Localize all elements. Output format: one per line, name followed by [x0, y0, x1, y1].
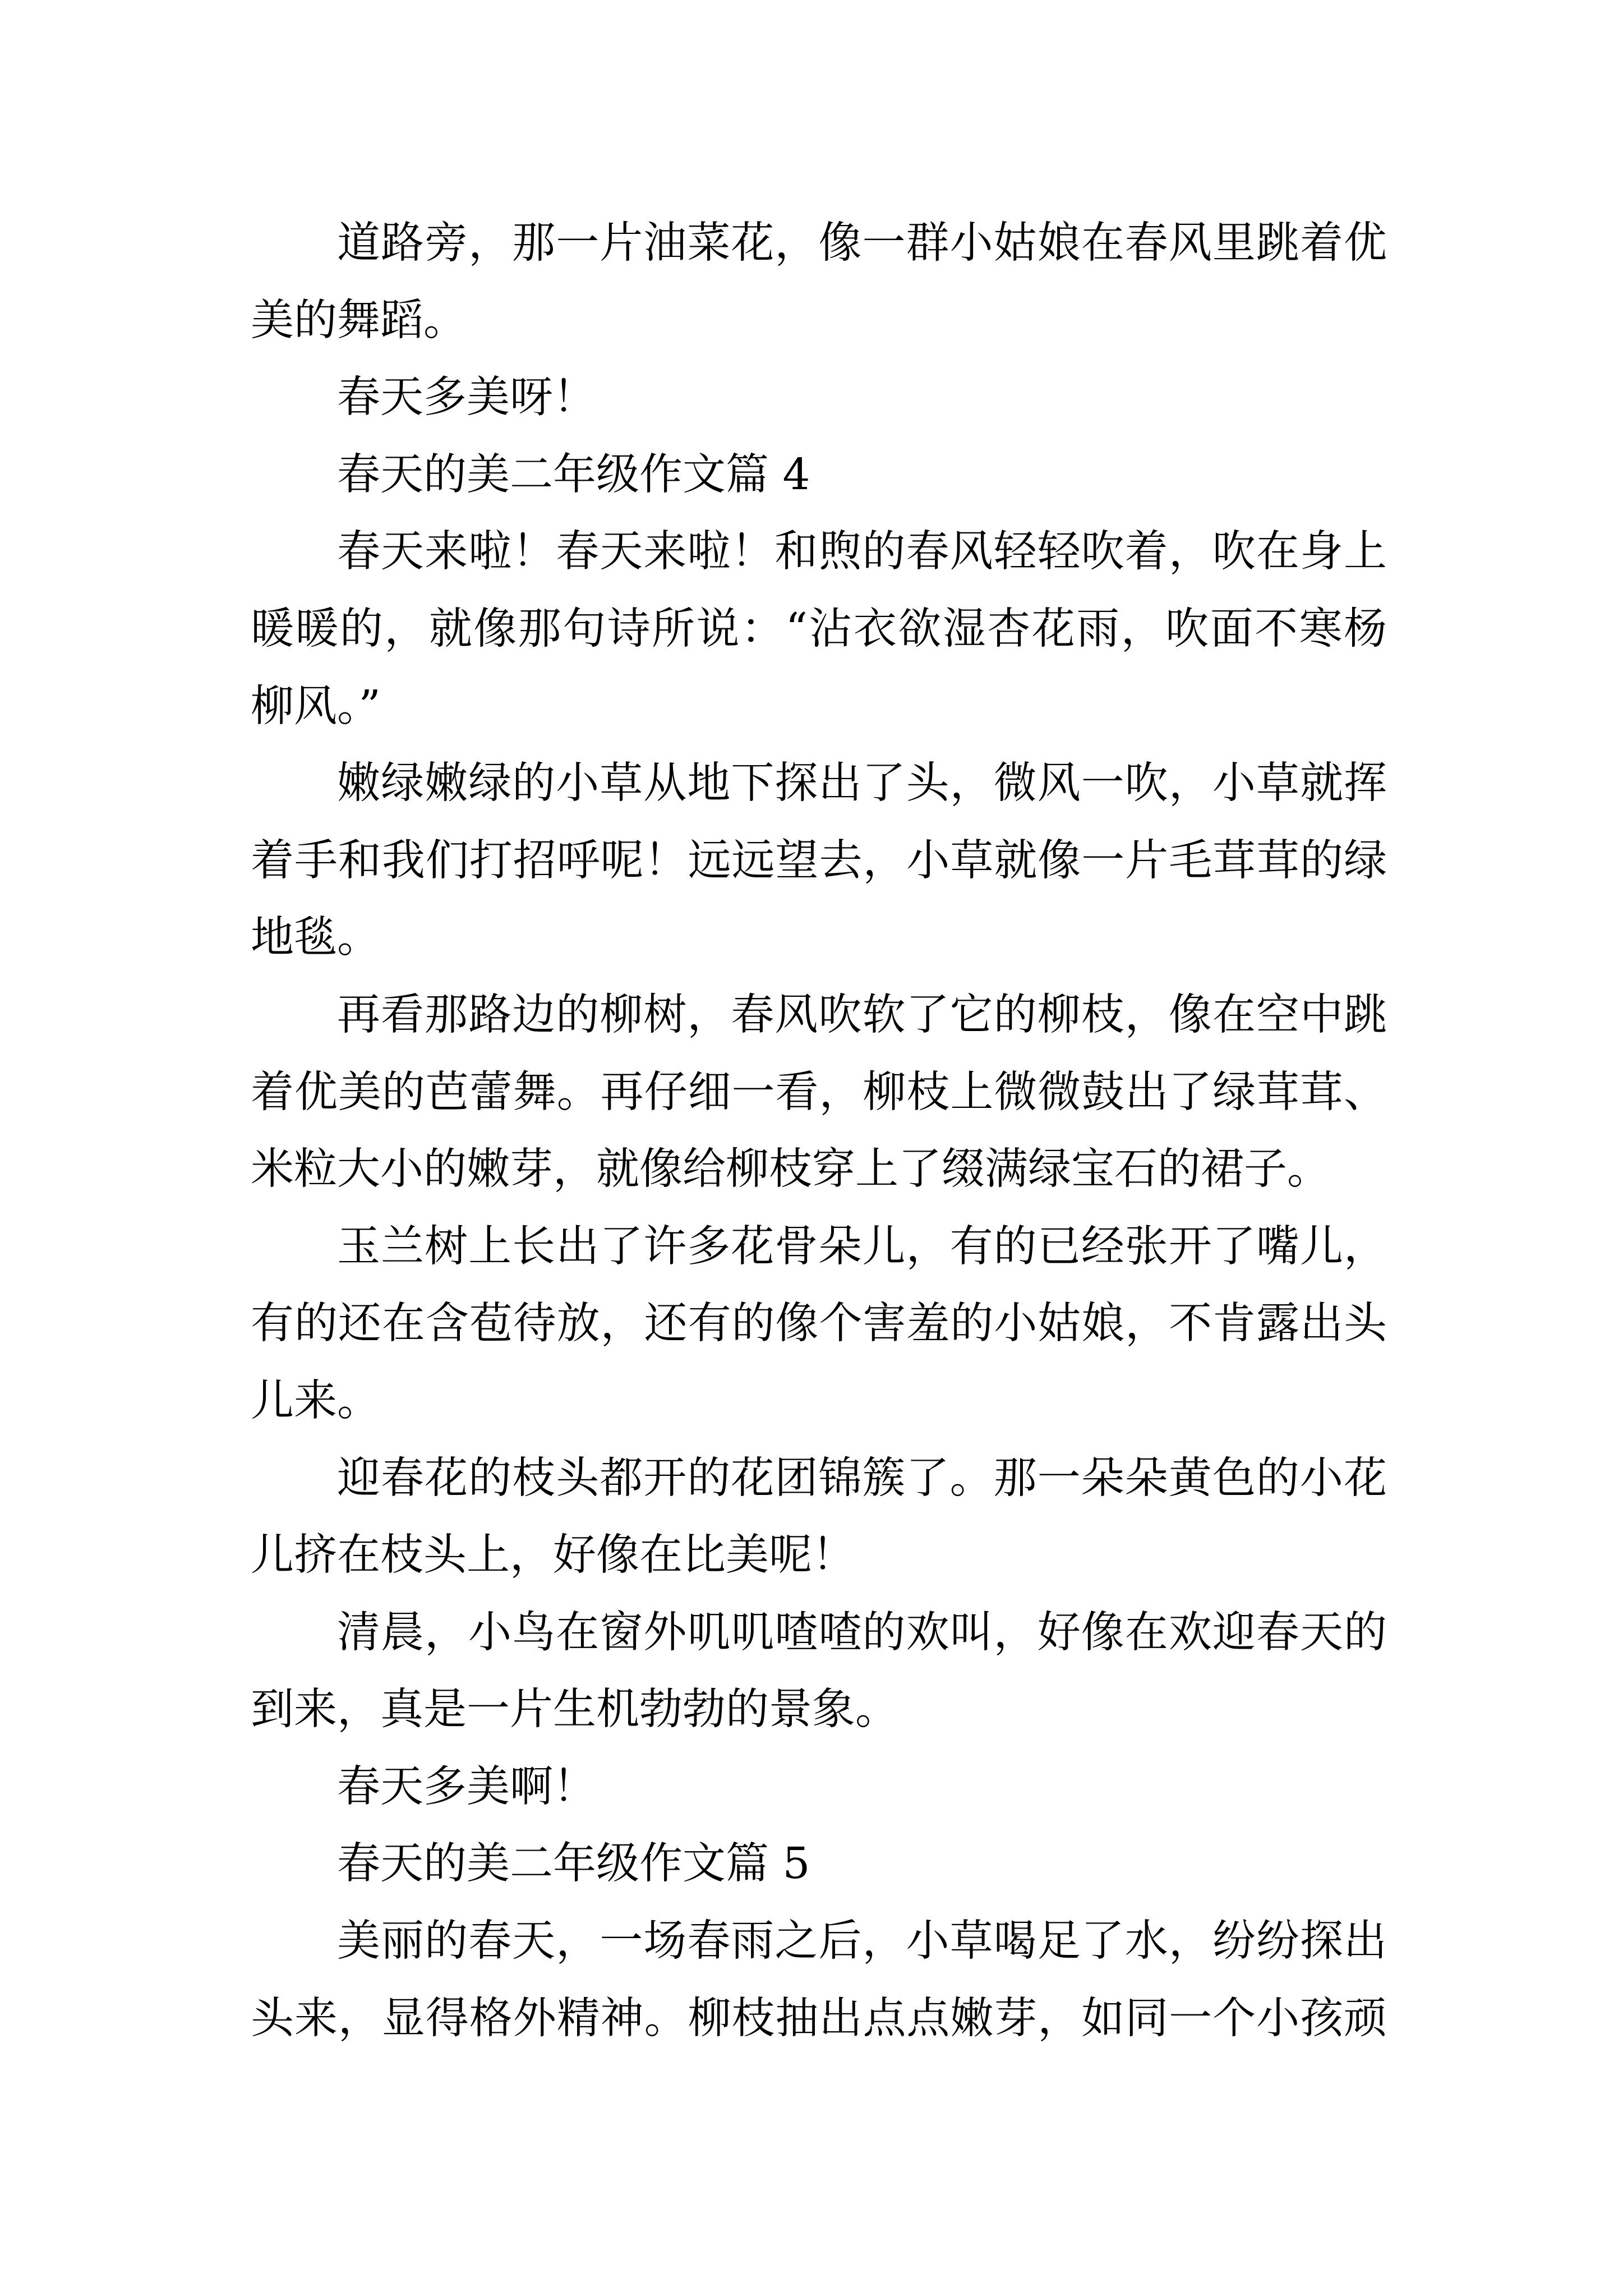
section-heading — [251, 436, 1387, 514]
paragraph-line: 春天多美啊！ — [337, 1761, 596, 1812]
paragraph — [251, 1903, 1387, 2057]
paragraph-line: 着优美的芭蕾舞。再仔细一看，柳枝上微微鼓出了绿茸茸、 — [251, 1067, 1387, 1117]
paragraph-line: 地毯。 — [251, 913, 380, 963]
paragraph — [251, 205, 1387, 359]
paragraph — [251, 1749, 1387, 1826]
paragraph-line: 儿来。 — [251, 1375, 380, 1426]
paragraph-line: 再看那路边的柳树，春风吹软了它的柳枝，像在空中跳 — [337, 990, 1387, 1040]
paragraph — [251, 1594, 1387, 1749]
paragraph-line: 着手和我们打招呼呢！远远望去，小草就像一片毛茸茸的绿 — [251, 835, 1387, 886]
paragraph-line: 美丽的春天，一场春雨之后，小草喝足了水，纷纷探出 — [337, 1916, 1387, 1967]
paragraph-line: 清晨，小鸟在窗外叽叽喳喳的欢叫，好像在欢迎春天的 — [337, 1607, 1387, 1658]
paragraph-line: 道路旁，那一片油菜花，像一群小姑娘在春风里跳着优 — [337, 218, 1387, 268]
paragraph-line: 到来，真是一片生机勃勃的景象。 — [251, 1685, 898, 1735]
paragraph-line: 嫩绿嫩绿的小草从地下探出了头，微风一吹，小草就挥 — [337, 758, 1387, 809]
paragraph-line: 儿挤在枝头上，好像在比美呢！ — [251, 1530, 855, 1581]
paragraph-line: 柳风。” — [251, 681, 381, 731]
paragraph-line: 头来，显得格外精神。柳枝抽出点点嫩芽，如同一个小孩顽 — [251, 1993, 1387, 2044]
paragraph-line: 迎春花的枝头都开的花团锦簇了。那一朵朵黄色的小花 — [337, 1453, 1387, 1503]
paragraph — [251, 745, 1387, 977]
paragraph — [251, 1208, 1387, 1440]
heading-line: 春天的美二年级作文篇 5 — [337, 1839, 810, 1889]
paragraph-line: 有的还在含苞待放，还有的像个害羞的小姑娘，不肯露出头 — [251, 1299, 1387, 1349]
paragraph — [251, 1440, 1387, 1594]
paragraph-line: 米粒大小的嫩芽，就像给柳枝穿上了缀满绿宝石的裙子。 — [251, 1144, 1330, 1195]
paragraph — [251, 513, 1387, 745]
paragraph — [251, 977, 1387, 1208]
section-heading — [251, 1825, 1387, 1903]
paragraph-line: 春天来啦！春天来啦！和煦的春风轻轻吹着，吹在身上 — [337, 527, 1387, 577]
paragraph — [251, 359, 1387, 436]
paragraph-line: 玉兰树上长出了许多花骨朵儿，有的已经张开了嘴儿， — [337, 1221, 1387, 1272]
paragraph-line: 春天多美呀！ — [337, 372, 596, 423]
paragraph-line: 暖暖的，就像那句诗所说：“沾衣欲湿杏花雨，吹面不寒杨 — [251, 604, 1387, 654]
heading-line: 春天的美二年级作文篇 4 — [337, 449, 810, 500]
paragraph-line: 美的舞蹈。 — [251, 295, 467, 346]
text-body — [251, 205, 1387, 2057]
